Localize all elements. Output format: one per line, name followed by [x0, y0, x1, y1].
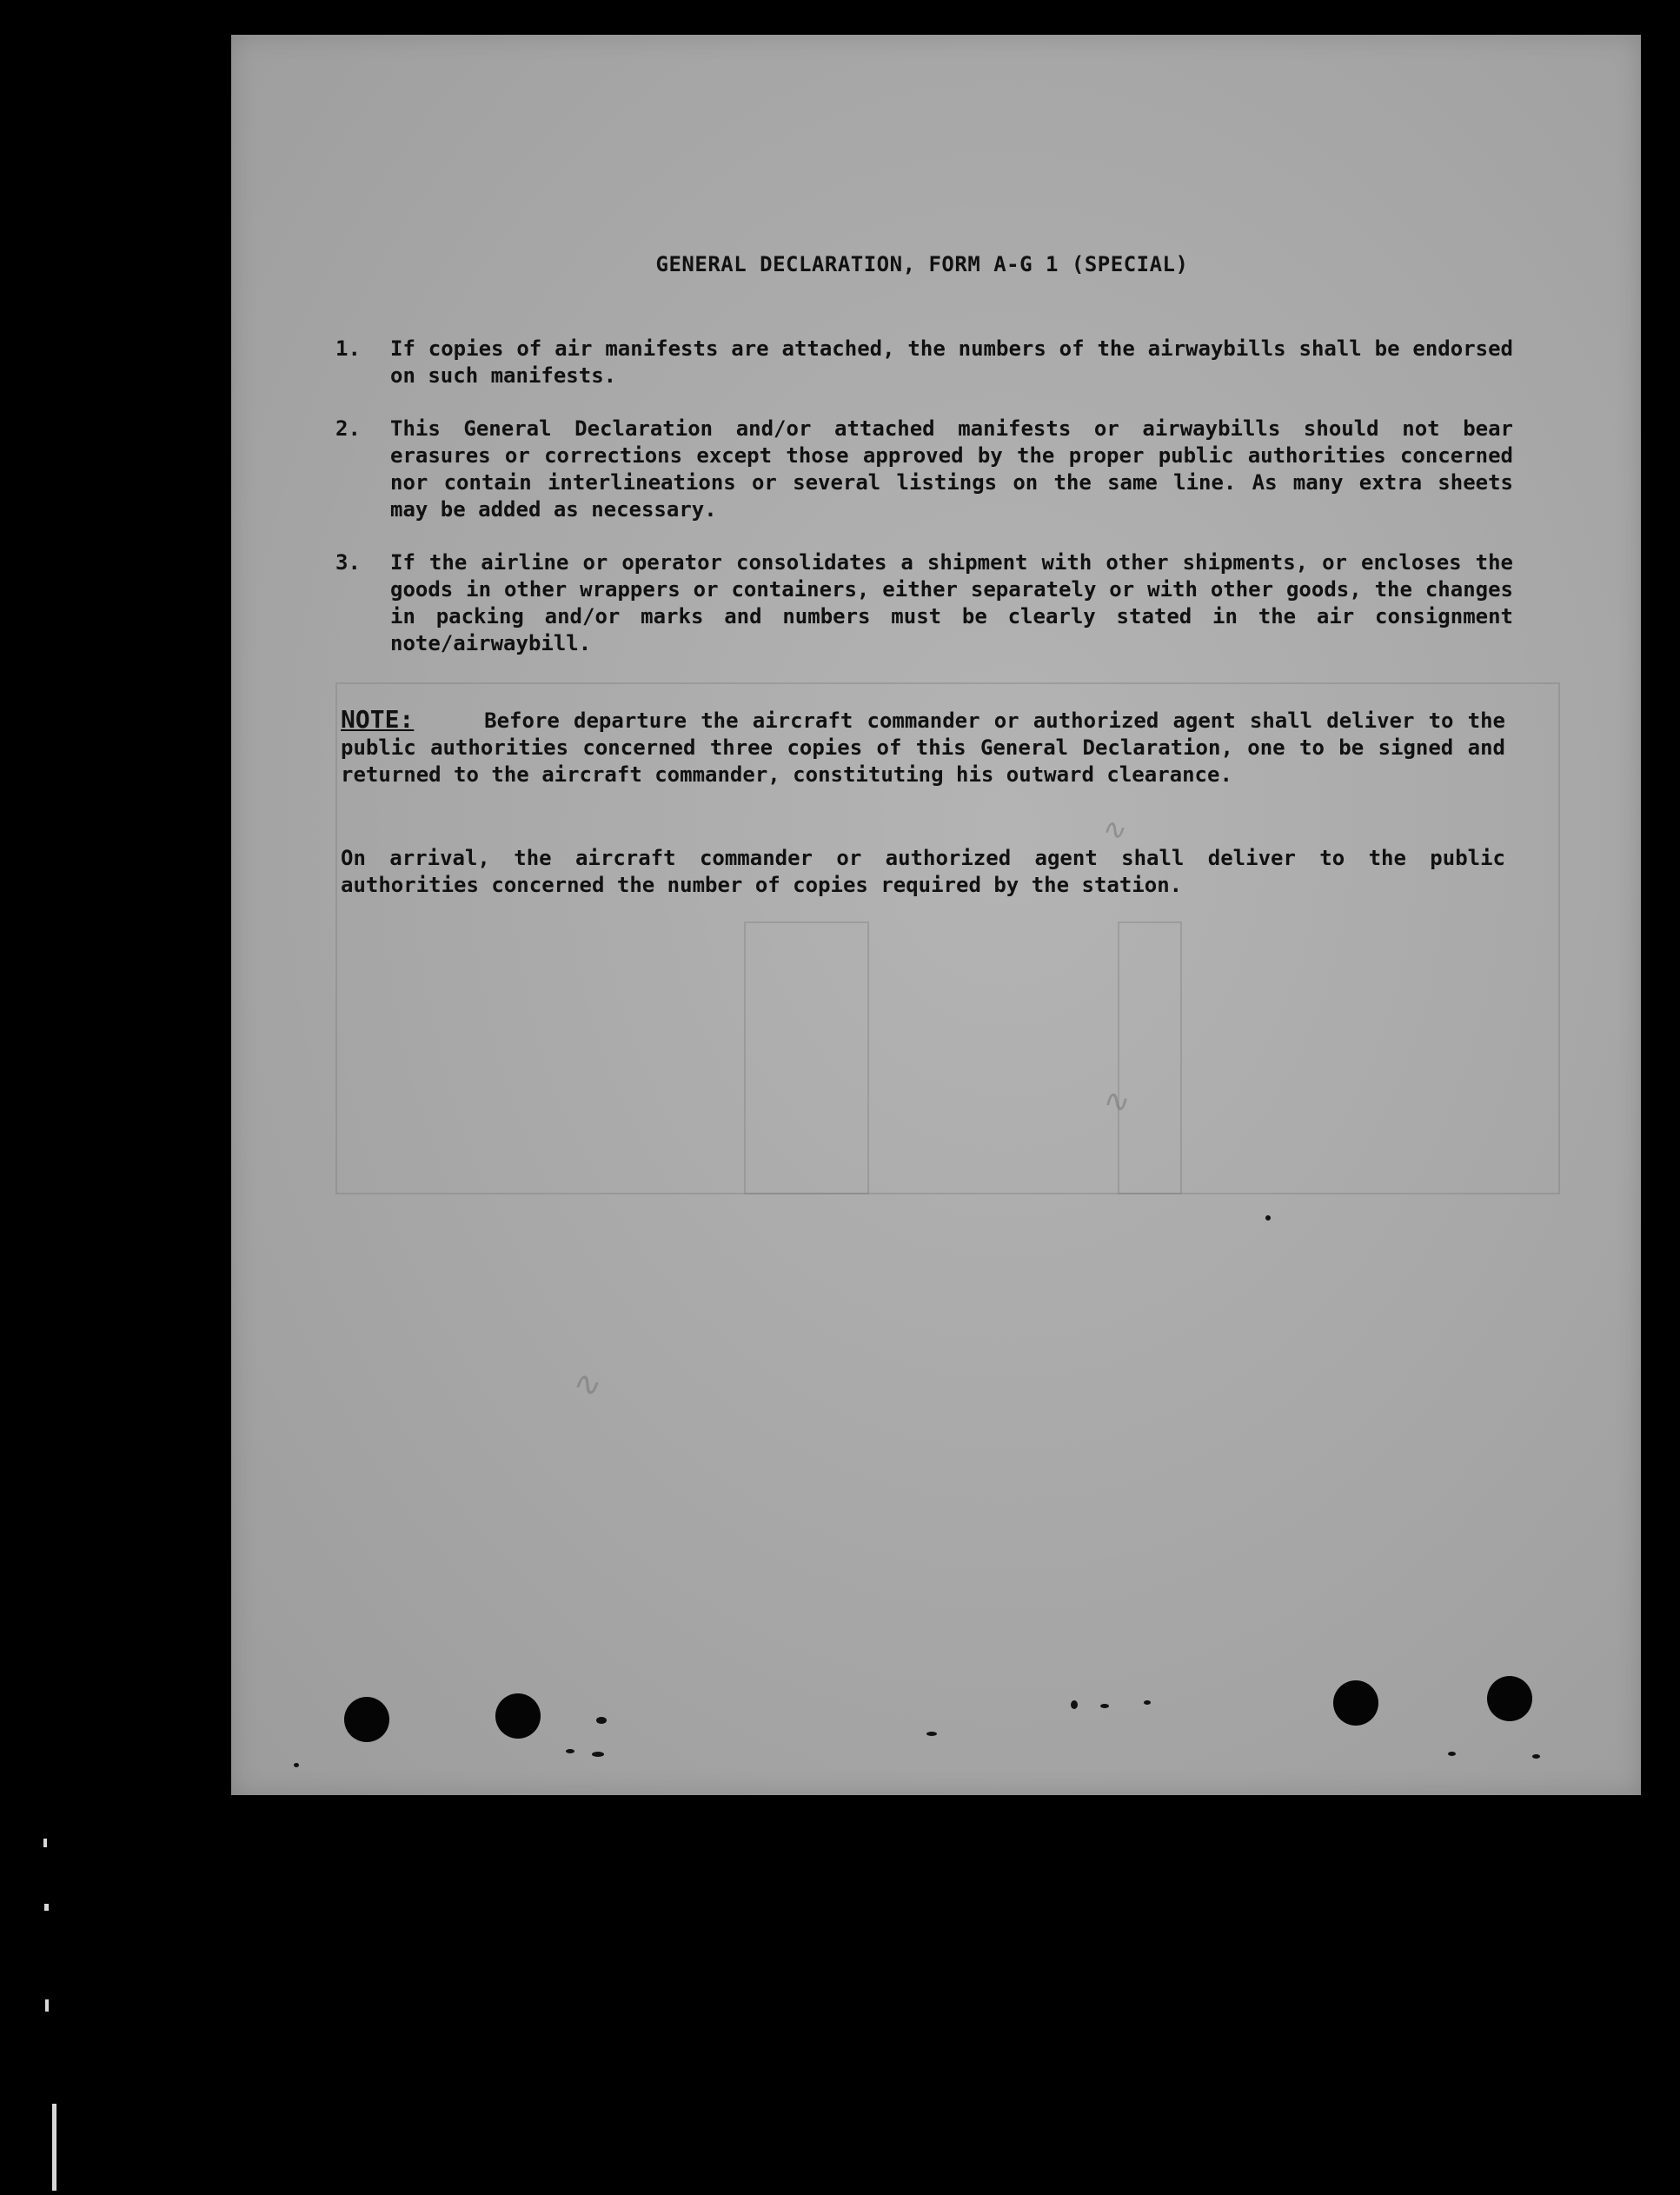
list-item: [335, 336, 1513, 389]
speck: [1100, 1704, 1109, 1708]
bleed-through-table-column: [744, 921, 869, 1194]
arrival-paragraph: On arrival, the aircraft commander or authorized agent shall deliver to the public authorities concerned the number of copies required by the station.: [341, 846, 1505, 897]
punch-hole: [344, 1697, 389, 1742]
speck: [566, 1749, 574, 1753]
speck: [592, 1752, 604, 1757]
handwritten-mark: ∿: [568, 1363, 601, 1407]
document-title: GENERAL DECLARATION, FORM A-G 1 (SPECIAL): [655, 252, 1189, 276]
handwritten-mark: ∿: [1096, 1080, 1132, 1123]
note-paragraph: [341, 706, 1505, 788]
list-item: [335, 416, 1513, 523]
list-item-text: This General Declaration and/or attached manifests or airwaybills should not bear erasures or corrections except those approved by the proper public authorities concerned nor contain interlineations or several listings on the same line. As many extra sheets may be added as necessary.: [390, 416, 1513, 522]
speck: [1071, 1700, 1078, 1709]
speck: [926, 1732, 937, 1736]
list-item-number: 2.: [335, 416, 361, 441]
punch-hole: [1487, 1676, 1532, 1721]
edge-mark: [44, 1904, 49, 1911]
edge-mark: [45, 1999, 49, 2012]
speck: [1144, 1700, 1151, 1705]
bleed-through-table-column: [1118, 921, 1182, 1194]
handwritten-mark: ∿: [1098, 811, 1128, 849]
list-item-number: 3.: [335, 550, 361, 575]
speck: [294, 1763, 299, 1767]
list-item-number: 1.: [335, 336, 361, 361]
edge-mark: [52, 2104, 56, 2191]
speck: [596, 1717, 607, 1724]
edge-mark: [43, 1839, 47, 1847]
punch-hole: [1333, 1680, 1378, 1726]
note-text: Before departure the aircraft commander or authorized agent shall deliver to the public authorities concerned three copies of this General Declaration, one to be signed and returned to the aircraft commander, constituting his outward clearance.: [341, 708, 1506, 787]
punch-hole: [495, 1693, 541, 1739]
note-label: NOTE:: [341, 705, 415, 734]
list-item: [335, 549, 1513, 657]
speck: [1265, 1215, 1271, 1221]
document-page: [231, 35, 1641, 1795]
list-item-text: If copies of air manifests are attached, the numbers of the airwaybills shall be endorsed on such manifests.: [390, 336, 1513, 388]
speck: [1448, 1752, 1456, 1756]
speck: [1532, 1754, 1540, 1759]
list-item-text: If the airline or operator consolidates a shipment with other shipments, or encloses the goods in other wrappers or containers, either separately or with other goods, the changes in packing and/or marks and numbers must be clearly stated in the air consignment note/airwaybill.: [390, 550, 1513, 655]
